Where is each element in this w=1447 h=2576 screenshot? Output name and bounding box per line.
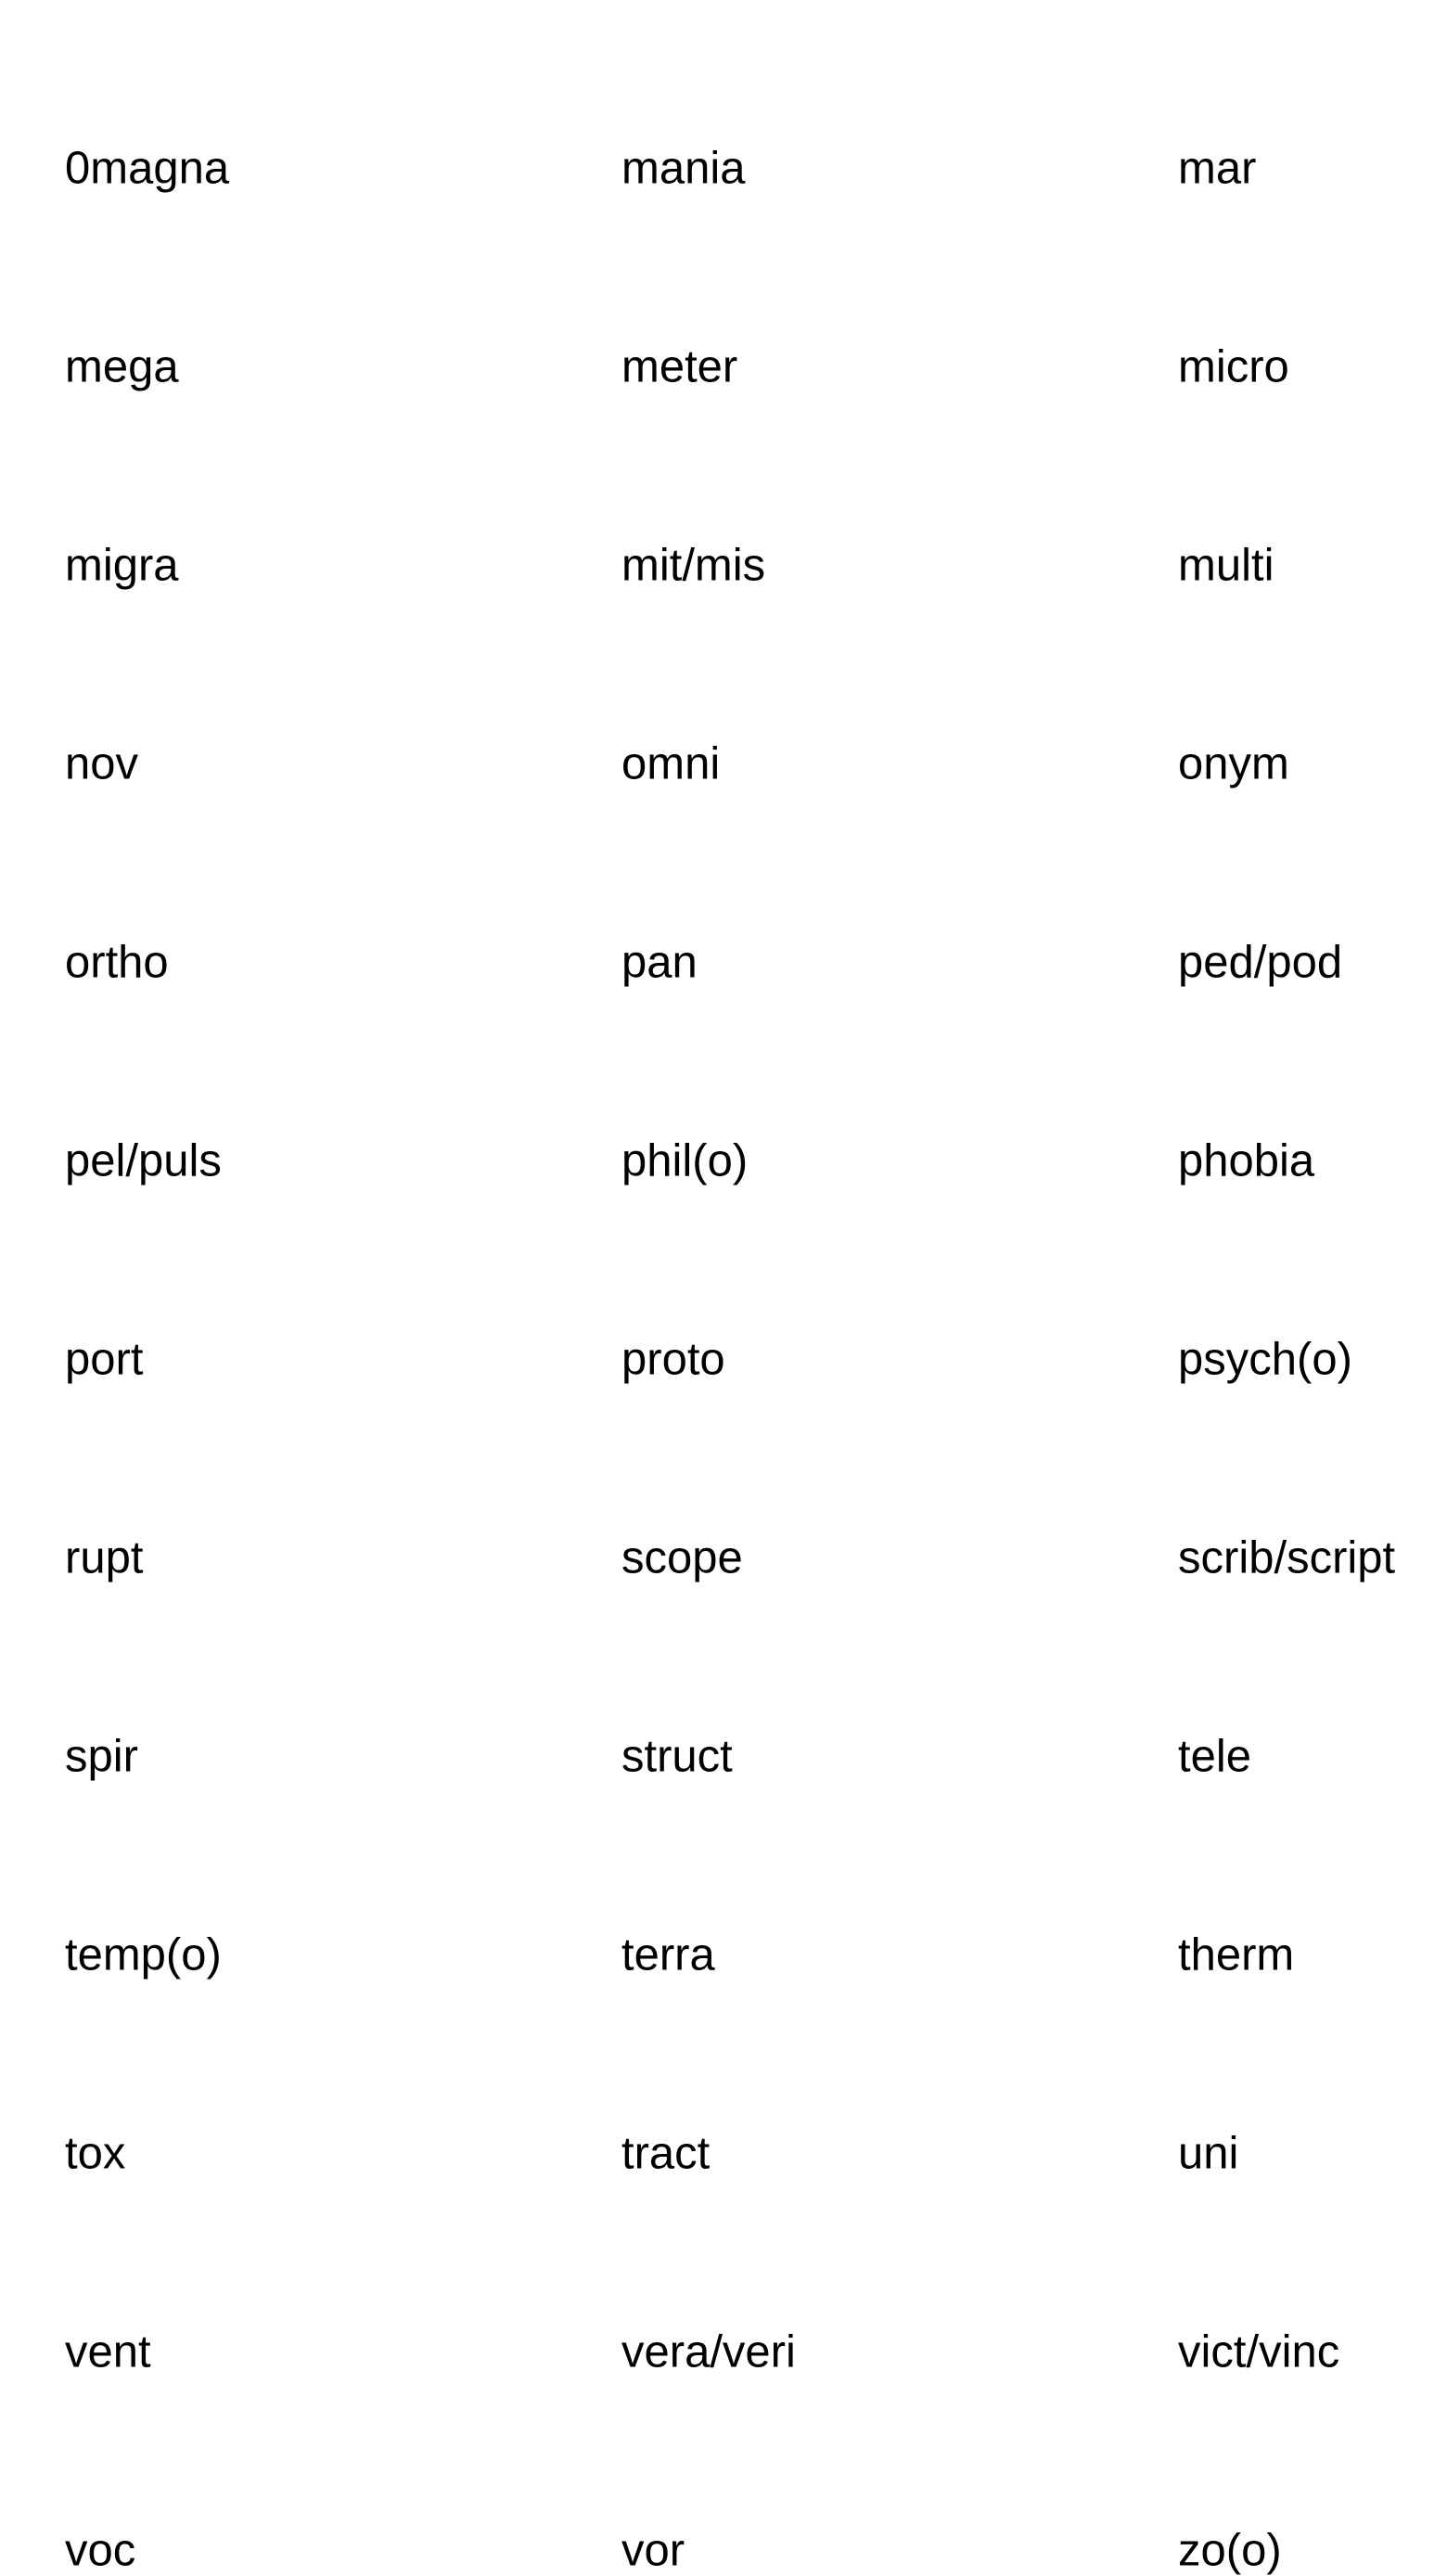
word-cell: temp(o) (65, 1929, 222, 1980)
word-cell: meter (621, 341, 738, 392)
word-cell: vor (621, 2525, 685, 2576)
word-cell: vera/veri (621, 2326, 796, 2377)
word-cell: pel/puls (65, 1135, 222, 1186)
word-cell: scope (621, 1532, 743, 1583)
word-cell: mar (1178, 143, 1257, 194)
word-cell: scrib/script (1178, 1532, 1396, 1583)
word-cell: terra (621, 1929, 715, 1980)
word-cell: spir (65, 1731, 138, 1782)
word-cell: psych(o) (1178, 1334, 1352, 1385)
word-cell: pan (621, 937, 698, 988)
word-cell: tox (65, 2128, 126, 2179)
word-cell: port (65, 1334, 144, 1385)
word-cell: nov (65, 738, 139, 789)
word-cell: therm (1178, 1929, 1295, 1980)
word-cell: phil(o) (621, 1135, 749, 1186)
word-cell: proto (621, 1334, 725, 1385)
word-cell: mega (65, 341, 179, 392)
word-cell: mania (621, 143, 746, 194)
word-cell: tele (1178, 1731, 1252, 1782)
word-cell: phobia (1178, 1135, 1315, 1186)
word-cell: ped/pod (1178, 937, 1343, 988)
word-cell: rupt (65, 1532, 144, 1583)
word-cell: tract (621, 2128, 711, 2179)
word-cell: micro (1178, 341, 1289, 392)
word-cell: voc (65, 2525, 136, 2576)
word-cell: 0magna (65, 143, 230, 194)
word-cell: mit/mis (621, 540, 766, 591)
word-cell: onym (1178, 738, 1289, 789)
word-cell: vict/vinc (1178, 2326, 1340, 2377)
word-cell: migra (65, 540, 179, 591)
word-cell: ortho (65, 937, 169, 988)
word-cell: multi (1178, 540, 1274, 591)
word-cell: struct (621, 1731, 733, 1782)
word-cell: omni (621, 738, 721, 789)
word-cell: uni (1178, 2128, 1239, 2179)
word-cell: zo(o) (1178, 2525, 1282, 2576)
word-cell: vent (65, 2326, 151, 2377)
